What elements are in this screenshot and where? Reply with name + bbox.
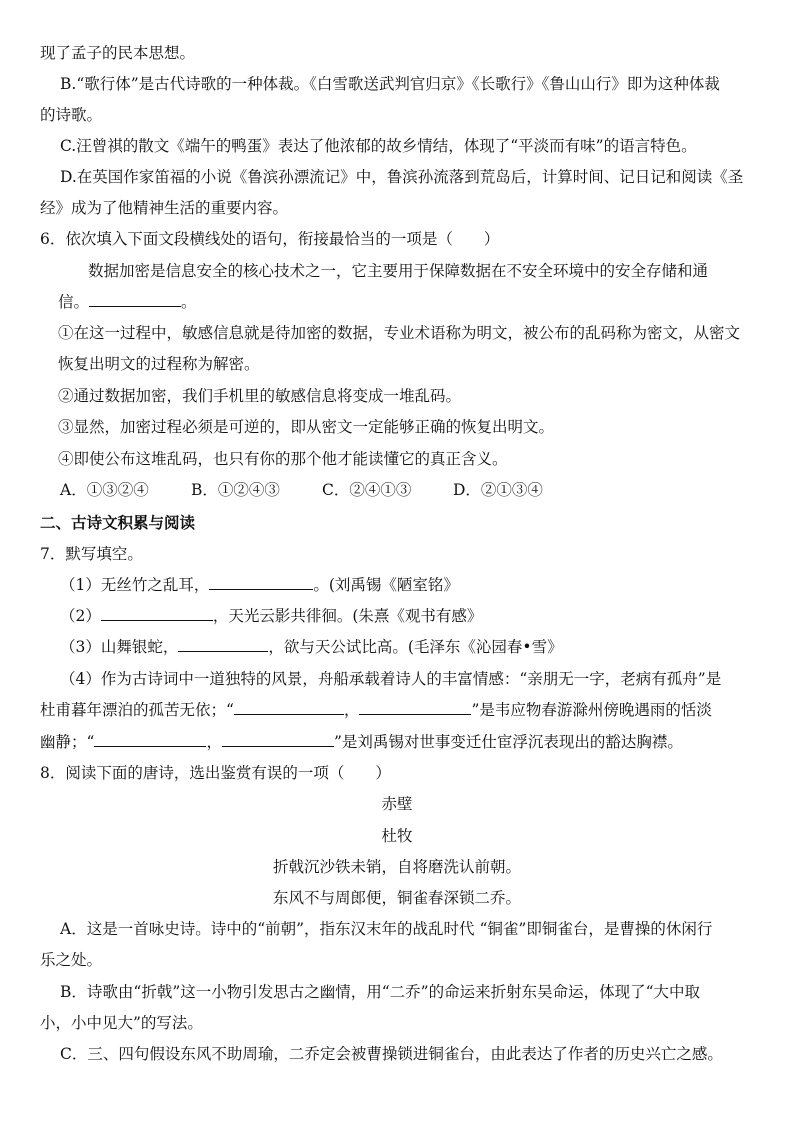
q7-item-4-line2 xyxy=(40,700,712,720)
poem-line-2: 东风不与周郎便，铜雀春深锁二乔。 xyxy=(272,889,521,907)
q7-stem: 7．默写填空。 xyxy=(40,545,143,563)
q7-item-4-text-c: 幽静；“ xyxy=(40,733,95,751)
q7-item-4-text-a: 杜甫暮年漂泊的孤苦无依；“ xyxy=(40,701,234,719)
poem-line-1: 折戟沉沙铁未销，自将磨洗认前朝。 xyxy=(272,858,521,876)
q7-item-4-line3 xyxy=(40,732,683,752)
q5-option-b-line1: B.“歌行体”是古代诗歌的一种体裁。《白雪歌送武判官归京》《长歌行》《鲁山山行》即为这种体裁 xyxy=(60,75,720,93)
q7-item-3 xyxy=(60,637,563,657)
q7-item-4-blank-4[interactable] xyxy=(222,732,334,747)
q6-sentence-1-line2: 恢复出明文的过程称为解密。 xyxy=(58,355,260,373)
q6-blank[interactable] xyxy=(89,292,181,307)
q7-item-3-blank[interactable] xyxy=(178,637,268,652)
q5-option-d-line2: 经》成为了他精神生活的重要内容。 xyxy=(40,199,289,217)
q5-option-b-line2: 的诗歌。 xyxy=(40,106,103,124)
q6-sentence-1-line1: ①在这一过程中，敏感信息就是待加密的数据，专业术语称为明文，被公布的乱码称为密文，从密文 xyxy=(58,324,741,342)
q7-item-4-comma-1: ， xyxy=(343,701,360,719)
poem-title: 赤壁 xyxy=(381,795,413,813)
q6-passage-end: 。 xyxy=(181,293,197,311)
q8-option-a-line1: A．这是一首咏史诗。诗中的“前朝”，指东汉末年的战乱时代 “铜雀”即铜雀台，是曹操的休闲行 xyxy=(60,920,713,938)
q7-item-4-text-d: ”是刘禹锡对世事变迁仕宦浮沉表现出的豁达胸襟。 xyxy=(333,733,683,751)
q6-stem: 6．依次填入下面文段横线处的语句，衔接最恰当的一项是（ ） xyxy=(40,230,500,248)
q7-item-1-blank[interactable] xyxy=(209,575,313,590)
q6-option-a[interactable]: A．①③②④ xyxy=(60,481,149,499)
q6-sentence-4: ④即使公布这堆乱码，也只有你的那个他才能读懂它的真正含义。 xyxy=(58,450,508,468)
q7-item-4-blank-3[interactable] xyxy=(94,732,206,747)
q8-option-c: C．三、四句假设东风不助周瑜，二乔定会被曹操锁进铜雀台，由此表达了作者的历史兴亡之感。 xyxy=(60,1045,723,1063)
q7-item-4-line1: （4）作为古诗词中一道独特的风景，舟船承载着诗人的丰富情感：“亲朋无一字，老病有孤舟”是 xyxy=(60,670,722,688)
q6-passage-start: 信。 xyxy=(58,293,90,311)
q7-item-1 xyxy=(60,575,459,595)
q8-option-a-line2: 乐之处。 xyxy=(40,951,103,969)
q6-option-c[interactable]: C．②④①③ xyxy=(322,481,412,499)
q7-item-1-text: （1）无丝竹之乱耳， xyxy=(60,576,210,594)
q6-option-b[interactable]: B．①②④③ xyxy=(191,481,280,499)
q7-item-1-source: 。(刘禹锡《陋室铭》 xyxy=(313,576,459,594)
q6-option-d[interactable]: D．②①③④ xyxy=(453,481,543,499)
q7-item-4-blank-2[interactable] xyxy=(359,700,471,715)
q5-option-c: C.汪曾祺的散文《端午的鸭蛋》表达了他浓郁的故乡情结，体现了“平淡而有味”的语言特色。 xyxy=(60,137,697,155)
q8-option-b-line1: B．诗歌由“折戟”这一小物引发思古之幽情，用“二乔”的命运来折射东吴命运，体现了“大中取 xyxy=(60,983,701,1001)
q5-continuation: 现了孟子的民本思想。 xyxy=(40,44,196,62)
q7-item-2 xyxy=(60,606,482,626)
q6-passage-line1: 数据加密是信息安全的核心技术之一，它主要用于保障数据在不安全环境中的安全存储和通 xyxy=(88,262,709,280)
q8-option-b-line2: 小，小中见大”的写法。 xyxy=(40,1014,203,1032)
poem-author: 杜牧 xyxy=(381,827,413,845)
q5-option-d-line1: D.在英国作家笛福的小说《鲁滨孙漂流记》中，鲁滨孙流落到荒岛后，计算时间、记日记和阅读《圣 xyxy=(60,168,744,186)
q7-item-4-blank-1[interactable] xyxy=(234,700,344,715)
q7-item-2-text: ，天光云影共徘徊。(朱熹《观书有感》 xyxy=(212,607,483,625)
q6-options xyxy=(60,480,543,500)
q8-stem: 8．阅读下面的唐诗，选出鉴赏有误的一项（ ） xyxy=(40,764,391,782)
q7-item-4-comma-2: ， xyxy=(206,733,222,751)
q7-item-2-blank[interactable] xyxy=(101,606,213,621)
q6-sentence-3: ③显然，加密过程必须是可逆的，即从密文一定能够正确的恢复出明文。 xyxy=(58,418,555,436)
q7-item-4-text-b: ”是韦应物春游滁州傍晚遇雨的恬淡 xyxy=(471,701,712,719)
q7-item-2-number: （2） xyxy=(60,607,101,625)
q7-item-3-source: ，欲与天公试比高。(毛泽东《沁园春•雪》 xyxy=(268,638,563,656)
section-heading: 二、古诗文积累与阅读 xyxy=(40,513,196,532)
q7-item-3-text: （3）山舞银蛇， xyxy=(60,638,179,656)
q6-passage-line2 xyxy=(58,292,197,312)
q6-sentence-2: ②通过数据加密，我们手机里的敏感信息将变成一堆乱码。 xyxy=(58,387,462,405)
